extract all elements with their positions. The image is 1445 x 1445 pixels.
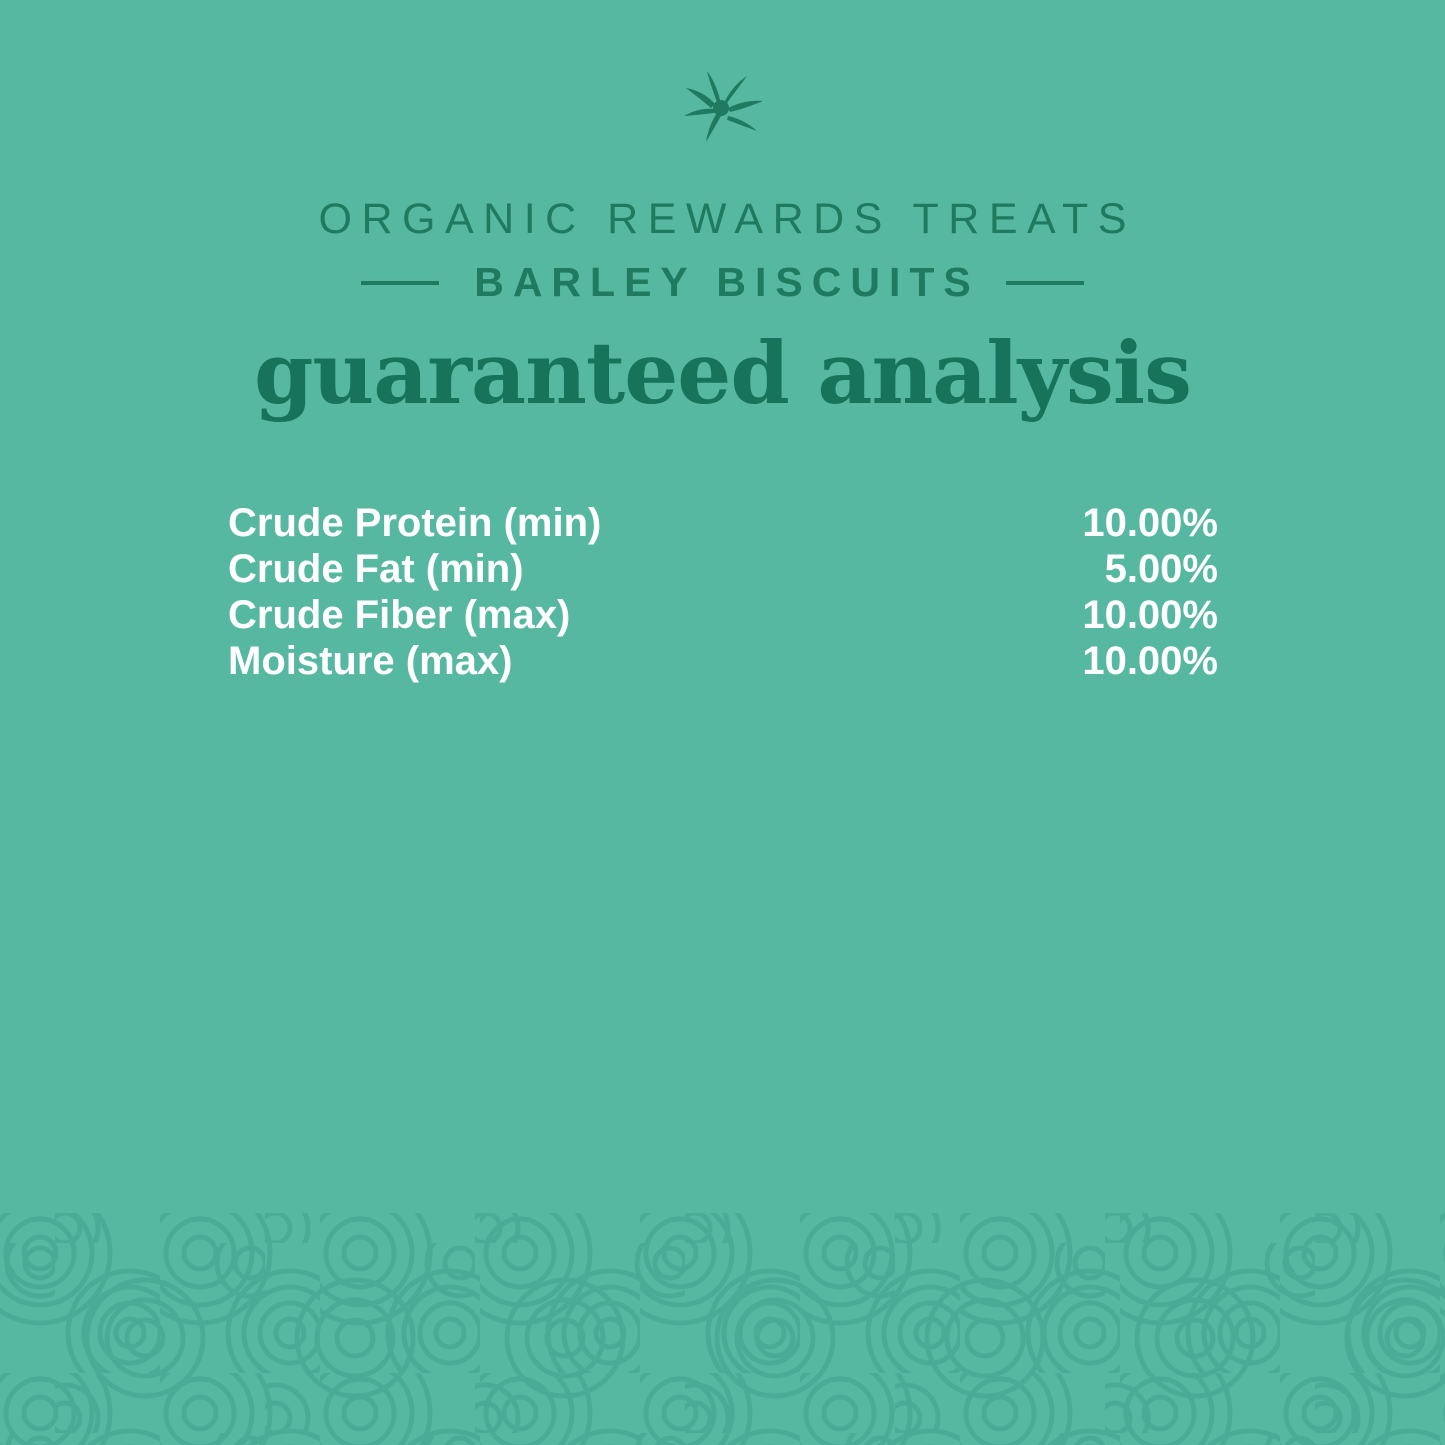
product-line-row [0,259,1445,305]
row-value: 10.00% [1082,501,1218,545]
row-label: Moisture (max) [228,639,513,683]
rule-left [361,281,439,285]
table-row [228,500,1218,546]
row-value: 10.00% [1082,639,1218,683]
guaranteed-analysis-table [228,500,1218,684]
row-label: Crude Protein (min) [228,501,602,545]
bottom-pattern-band [0,1213,1445,1445]
concentric-circles-pattern [0,1213,1445,1445]
table-row [228,638,1218,684]
product-line-text: BARLEY BISCUITS [474,259,980,305]
leaf-icon-wrap [0,70,1445,148]
leaf-icon [668,70,778,148]
page-title: guaranteed analysis [253,324,1192,424]
row-value: 5.00% [1104,547,1218,591]
row-value: 10.00% [1082,593,1218,637]
table-row [228,546,1218,592]
row-label: Crude Fiber (max) [228,593,571,637]
row-label: Crude Fat (min) [228,547,524,591]
table-row [228,592,1218,638]
eyebrow-text: ORGANIC REWARDS TREATS [318,195,1136,243]
rule-right [1006,281,1084,285]
